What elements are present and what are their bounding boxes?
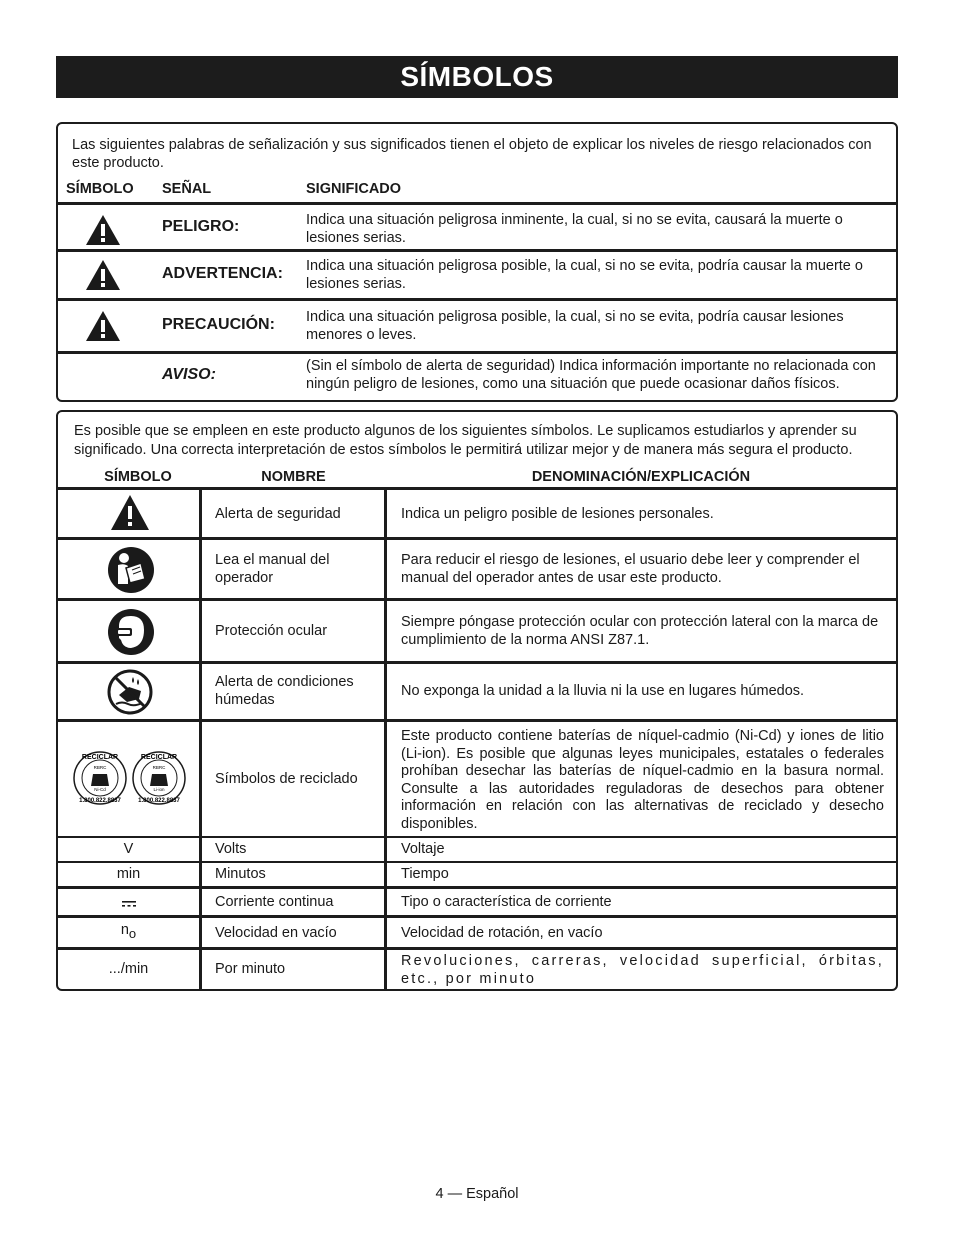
symbol-explanation: Siempre póngase protección ocular con protección lateral con la marca de cumplimiento de la norma ANSI Z87.1. (401, 614, 879, 648)
symbol-name: Protección ocular (215, 623, 328, 639)
signal-label: AVISO: (162, 366, 216, 383)
signal-meaning: Indica una situación peligrosa inminente, la cual, si no se evita, causará la muerte o lesiones serias. (306, 212, 843, 246)
signal-label: PRECAUCIÓN: (162, 316, 275, 333)
symbol-name: Alerta de seguridad (215, 506, 341, 522)
seal-center-text: RBRC (152, 765, 166, 770)
symbol-explanation: Para reducir el riesgo de lesiones, el usuario debe leer y comprender el manual del operador antes de usar este producto. (401, 552, 860, 586)
signal-meaning: Indica una situación peligrosa posible, la cual, si no se evita, podría causar la muerte o lesiones serias. (306, 258, 863, 292)
symbol-row-recycle (58, 719, 896, 836)
symbol-name: Minutos (215, 866, 266, 882)
warning-triangle-icon (85, 310, 121, 342)
seal-phone-text: 1.800.822.8837 (79, 798, 121, 804)
symbol-name: Lea el manual del operador (215, 552, 330, 586)
symbol-row-read-manual (58, 537, 896, 598)
page-title: SÍMBOLOS (56, 56, 898, 98)
symbol-name: Alerta de condiciones húmedas (215, 674, 354, 708)
symbols-panel (56, 410, 898, 991)
symbol-explanation: Indica un peligro posible de lesiones personales. (401, 506, 714, 522)
signal-row-peligro (58, 202, 896, 249)
signal-words-intro: Las siguientes palabras de señalización y sus significados tienen el objeto de explicar los niveles de riesgo relacionados con este producto. (72, 137, 872, 171)
symbol-row-eye-protection (58, 598, 896, 661)
symbol-name: Por minuto (215, 961, 286, 977)
symbol-explanation: Tipo o característica de corriente (401, 894, 612, 910)
symbol-row-safety-alert (58, 487, 896, 537)
symbol-name: Volts (215, 841, 247, 857)
seal-center-text: RBRC (93, 765, 107, 770)
symbol-row-wet-conditions (58, 661, 896, 719)
symbol-explanation: Velocidad de rotación, en vacío (401, 925, 603, 941)
symbol-subscript: o (128, 925, 137, 941)
symbol-explanation: Revoluciones, carreras, velocidad superficial, órbitas, etc., por minuto (401, 953, 884, 987)
wet-conditions-icon (107, 669, 153, 715)
read-manual-icon (107, 546, 155, 594)
symbol-explanation: No exponga la unidad a la lluvia ni la use en lugares húmedos. (401, 683, 805, 699)
eye-protection-icon (107, 608, 155, 656)
header-symbol: SÍMBOLO (104, 469, 172, 485)
symbol-text: $n_o$ (120, 922, 137, 941)
symbol-name: Velocidad en vacío (215, 925, 337, 941)
symbol-row-minutes (58, 861, 896, 886)
signal-label: PELIGRO: (162, 218, 240, 235)
symbol-row-per-minute (58, 947, 896, 989)
direct-current-icon (122, 901, 136, 907)
header-meaning: SIGNIFICADO (306, 181, 402, 197)
seal-phone-text: 1.800.822.8837 (138, 798, 180, 804)
header-symbol: SÍMBOLO (66, 181, 134, 197)
warning-triangle-icon (110, 494, 150, 531)
recycle-seal-icon (72, 750, 187, 806)
warning-triangle-icon (85, 214, 121, 246)
header-signal: SEÑAL (162, 181, 212, 197)
symbol-row-no-load-speed (58, 915, 896, 947)
warning-triangle-icon (85, 259, 121, 291)
symbol-name: Corriente continua (215, 894, 334, 910)
symbol-name: Símbolos de reciclado (215, 771, 358, 787)
signal-row-advertencia (58, 249, 896, 298)
symbol-explanation: Tiempo (401, 866, 449, 882)
symbols-intro: Es posible que se empleen en este producto algunos de los siguientes símbolos. Le suplicamos estudiarlos y aprender su significado. Una correcta interpretación de estos símbolos le permitirá utilizar mejor y de manera más segura el producto. (74, 423, 857, 458)
symbol-explanation: Voltaje (401, 841, 445, 857)
signal-meaning: (Sin el símbolo de alerta de seguridad) Indica información importante no relacionada con ningún peligro de lesiones, como una situación que puede ocasionar daños físicos. (306, 358, 876, 392)
seal-top-text: RECICLAR (81, 754, 119, 761)
signal-label: ADVERTENCIA: (162, 265, 283, 282)
seal-top-text: RECICLAR (140, 754, 178, 761)
header-explanation: DENOMINACIÓN/EXPLICACIÓN (531, 469, 751, 485)
page-footer: 4 — Español (435, 1186, 519, 1202)
symbol-row-volts (58, 836, 896, 861)
symbol-explanation: Este producto contiene baterías de níquel-cadmio (Ni-Cd) y iones de litio (Li-ion). Es posible que algunas leyes municipales, estatales o federales prohíban desechar las baterías de níquel-cadmio en la basura normal. Consulte a las autoridades reguladoras de desechos para obtener información en relación con las alternativas de reciclado y desecho disponibles. (401, 728, 884, 832)
signal-row-aviso (58, 351, 896, 400)
symbol-text: min (116, 866, 141, 882)
signal-row-precaucion (58, 298, 896, 351)
symbol-row-direct-current (58, 886, 896, 915)
signal-meaning: Indica una situación peligrosa posible, la cual, si no se evita, podría causar lesiones menores o leves. (306, 309, 844, 343)
seal-center-text: Li-ion (153, 787, 165, 792)
signal-words-panel (56, 122, 898, 402)
symbol-text: V (123, 841, 134, 857)
seal-center-text: Ni-Cd (94, 787, 106, 792)
header-name: NOMBRE (261, 469, 326, 485)
symbol-text: .../min (108, 961, 149, 977)
